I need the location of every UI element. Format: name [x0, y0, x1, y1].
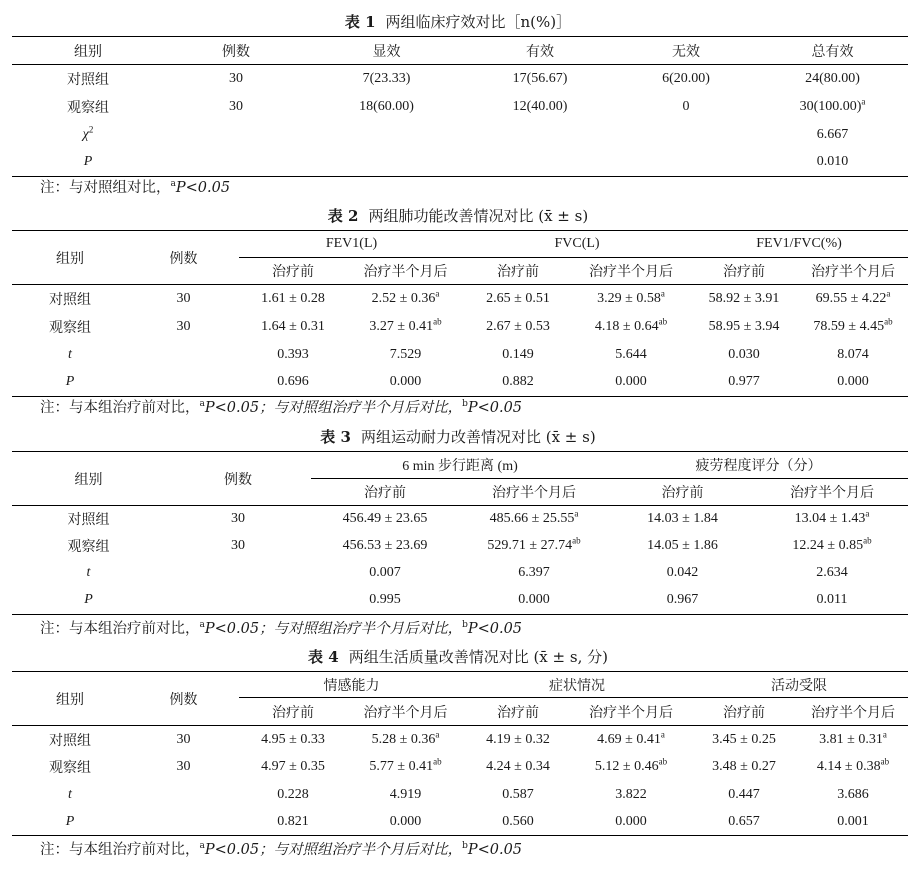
table2-subheader: 治疗半个月后: [589, 265, 674, 280]
table1-header: 无效: [672, 44, 700, 60]
table-cell: 0.696: [277, 374, 309, 390]
table-row: [12, 754, 908, 781]
table-cell-value: 5.77 ± 0.41: [369, 759, 434, 774]
table4-subheader: 治疗前: [723, 705, 765, 721]
table-cell: 30: [176, 318, 191, 334]
table-cell: 0.821: [277, 813, 309, 829]
table4-group-header: 活动受限: [690, 672, 908, 698]
table2-group-header: FEV1/FVC(%): [690, 231, 908, 258]
superscript: a: [882, 729, 887, 740]
table-cell: 0.967: [666, 592, 699, 608]
table2-subheader: 治疗半个月后: [363, 265, 448, 280]
table-cell: 12(40.00): [512, 98, 568, 114]
table-cell: 8.074: [837, 346, 869, 362]
table-cell: 3.822: [615, 786, 647, 802]
table-cell: 30: [176, 290, 191, 306]
superscript: a: [865, 508, 870, 519]
table2-header: 组别: [12, 231, 128, 285]
table-cell: 观察组: [67, 540, 110, 555]
superscript: a: [660, 729, 665, 740]
table1-number: 表 1: [344, 13, 376, 31]
superscript: a: [574, 508, 579, 519]
t-value-row: [12, 341, 908, 369]
table-cell-value: 4.69 ± 0.41: [597, 731, 661, 747]
table3-header: 例数: [165, 452, 311, 506]
table-cell: 30: [176, 731, 191, 747]
table-cell: 0.882: [502, 374, 534, 390]
note-text: P<0.05；与对照组治疗半个月后对比，: [204, 400, 463, 416]
table-cell-value: 4.18 ± 0.64: [594, 318, 659, 334]
table-row: [12, 65, 908, 93]
p-label: P: [83, 154, 93, 170]
note-text: 注：与本组治疗前对比，: [40, 621, 200, 637]
note-text: P<0.05: [467, 842, 523, 858]
note-text: 注：与本组治疗前对比，: [40, 842, 200, 858]
table4-caption: [0, 647, 916, 667]
table-cell: [798, 726, 908, 754]
table-cell: [572, 313, 690, 341]
table-cell: 0.657: [728, 813, 760, 829]
table2-subheader: 治疗前: [723, 265, 766, 280]
table2-subheader: 治疗前: [272, 265, 314, 280]
table3-group-header: 6 min 步行距离 (m): [311, 452, 609, 479]
table-cell-value: 30(100.00): [799, 98, 862, 114]
superscript: a: [861, 95, 866, 106]
table2-header: 例数: [128, 231, 239, 285]
note-text: P<0.05；与对照组治疗半个月后对比，: [204, 621, 463, 637]
table-cell: [347, 754, 464, 781]
table4-note: [40, 840, 522, 860]
table-cell: 3.48 ± 0.27: [712, 759, 776, 774]
table4: [12, 671, 908, 836]
table-cell: 0.000: [615, 813, 647, 829]
table-cell: 456.53 ± 23.69: [342, 538, 428, 553]
superscript: a: [199, 620, 205, 631]
superscript: b: [462, 399, 468, 410]
table-cell: 0.000: [837, 374, 869, 390]
p-label: P: [65, 374, 75, 390]
table-row: [12, 313, 908, 341]
table-cell: [756, 506, 908, 533]
table4-subheader: 治疗前: [272, 705, 314, 721]
table-cell: [347, 313, 464, 341]
table3-title: 两组运动耐力改善情况对比 (x̄ ± s): [360, 428, 596, 446]
table-cell: 24(80.00): [805, 70, 860, 86]
table-cell: 456.49 ± 23.65: [342, 511, 428, 527]
table-cell: 4.97 ± 0.35: [261, 759, 325, 774]
chi-label: [12, 121, 164, 149]
table2-caption: [0, 206, 916, 226]
chi-symbol: χ: [82, 126, 89, 142]
table-cell: 58.92 ± 3.91: [708, 290, 780, 306]
t-label: t: [86, 565, 91, 580]
table-cell-value: 4.14 ± 0.38: [816, 759, 881, 774]
table-cell: 2.67 ± 0.53: [486, 318, 550, 334]
table2-header-row: [12, 231, 908, 258]
note-text: 注：与本组治疗前对比，: [40, 400, 200, 416]
table-row: [12, 506, 908, 533]
table2-title: 两组肺功能改善情况对比 (x̄ ± s): [368, 207, 589, 225]
table1-header: 有效: [526, 44, 554, 60]
table2: [12, 230, 908, 397]
superscript: a: [199, 399, 205, 410]
note-text: P<0.05: [467, 621, 523, 637]
table-cell: 0.228: [277, 786, 309, 802]
table-cell: 0.030: [728, 346, 760, 362]
t-value-row: [12, 781, 908, 809]
superscript: a: [199, 841, 205, 852]
table-cell: 对照组: [49, 292, 91, 308]
table2-subheader: 治疗半个月后: [811, 265, 896, 280]
table-cell-value: 3.29 ± 0.58: [597, 290, 661, 306]
table-cell-value: 13.04 ± 1.43: [794, 511, 866, 527]
table-cell: 对照组: [67, 72, 109, 88]
table4-subheader: 治疗半个月后: [811, 705, 895, 721]
table-cell: 观察组: [67, 100, 109, 116]
superscript: ab: [880, 756, 890, 767]
table-cell: 30: [231, 538, 245, 553]
table-cell: 0.587: [502, 786, 534, 802]
table-cell: [572, 726, 690, 754]
table-cell: [798, 313, 908, 341]
table-cell: [459, 533, 609, 560]
table-cell: 1.64 ± 0.31: [261, 318, 325, 334]
table-cell: 14.03 ± 1.84: [647, 511, 718, 527]
table-cell-value: 2.52 ± 0.36: [371, 290, 436, 306]
table-cell: 18(60.00): [359, 98, 414, 114]
superscript: a: [886, 288, 891, 299]
table-cell: 0.042: [666, 565, 699, 580]
table-cell: [347, 285, 464, 313]
note-text: P<0.05；与对照组治疗半个月后对比，: [204, 842, 463, 858]
p-value-row: [12, 809, 908, 836]
table3: [12, 451, 908, 615]
table-cell: 14.05 ± 1.86: [647, 538, 718, 553]
table-cell: 2.634: [816, 565, 848, 580]
superscript: a: [435, 288, 440, 299]
table-cell-value: 3.81 ± 0.31: [819, 731, 883, 747]
table-cell: 0.000: [389, 374, 422, 390]
table4-group-header: 症状情况: [464, 672, 690, 698]
table-cell: 6(20.00): [662, 70, 710, 86]
table-cell-value: 5.12 ± 0.46: [594, 759, 659, 774]
table2-group-header: FEV1(L): [239, 231, 464, 258]
table3-group-header: 疲劳程度评分（分）: [609, 452, 908, 479]
table1-title: 两组临床疗效对比［n(%)］: [385, 13, 572, 31]
note-text: P<0.05: [175, 180, 231, 196]
table2-group-header: FVC(L): [464, 231, 690, 258]
table1-header: 例数: [222, 44, 250, 60]
p-value-row: [12, 587, 908, 615]
table-cell-value: 5.28 ± 0.36: [371, 731, 436, 747]
table-cell: 4.919: [389, 786, 422, 802]
table3-caption: [0, 427, 916, 447]
superscript: b: [462, 620, 468, 631]
superscript: a: [435, 729, 440, 740]
table-cell: [756, 533, 908, 560]
table-cell: 0.447: [728, 786, 760, 802]
table4-header: 例数: [128, 672, 239, 726]
superscript: ab: [863, 535, 872, 546]
table-cell: 对照组: [49, 733, 91, 749]
p-value-row: [12, 369, 908, 397]
table4-header-row: [12, 672, 908, 698]
table-cell: 0.000: [615, 374, 647, 390]
table2-subheader: 治疗前: [497, 265, 540, 280]
superscript: b: [462, 841, 468, 852]
t-label: t: [68, 786, 72, 802]
note-text: P<0.05: [467, 400, 523, 416]
table-cell: 5.644: [615, 346, 647, 362]
superscript: ab: [884, 315, 893, 326]
table4-subheader: 治疗半个月后: [589, 705, 673, 721]
table-cell: 0.001: [837, 813, 869, 829]
t-label: t: [68, 346, 72, 362]
table1-header-row: [12, 37, 908, 65]
table-row: [12, 285, 908, 313]
table-cell: 17(56.67): [512, 70, 568, 86]
table2-note: [40, 398, 522, 418]
table-cell: [459, 506, 609, 533]
table1-header: 总有效: [811, 44, 854, 60]
superscript: ab: [433, 315, 442, 326]
table-cell-value: 485.66 ± 25.55: [489, 511, 575, 527]
table-cell: 0.000: [389, 813, 422, 829]
table-cell: 0.393: [277, 346, 309, 362]
table-cell: [572, 754, 690, 781]
table-cell: [757, 93, 908, 121]
table-cell: [798, 754, 908, 781]
table-cell: 1.61 ± 0.28: [261, 290, 325, 306]
p-label: P: [65, 813, 75, 829]
table-cell-value: 69.55 ± 4.22: [815, 290, 887, 306]
table-cell-value: 529.71 ± 27.74: [487, 538, 573, 553]
table-cell-value: 78.59 ± 4.45: [813, 318, 885, 334]
table4-group-header: 情感能力: [239, 672, 464, 698]
table-cell: 30: [229, 70, 243, 86]
table4-title: 两组生活质量改善情况对比 (x̄ ± s, 分): [348, 648, 608, 666]
table3-number: 表 3: [320, 428, 351, 446]
table-cell: 2.65 ± 0.51: [486, 290, 550, 306]
table3-subheader: 治疗前: [661, 486, 704, 501]
table-cell: [347, 726, 464, 754]
superscript: ab: [658, 315, 668, 326]
table-cell-value: 12.24 ± 0.85: [792, 538, 864, 553]
table-cell: 0.011: [816, 592, 848, 608]
chi-square-row: [12, 121, 908, 149]
table-cell: [572, 285, 690, 313]
table3-note: [40, 619, 522, 639]
table-cell: [798, 285, 908, 313]
table-cell: 6.397: [518, 565, 550, 580]
table-cell: 0.007: [369, 565, 401, 580]
table-cell: 4.95 ± 0.33: [261, 731, 325, 747]
superscript: ab: [658, 756, 668, 767]
table-cell: 0.010: [816, 154, 849, 170]
table-cell: 4.19 ± 0.32: [486, 731, 550, 747]
table-cell: 30: [231, 511, 245, 527]
superscript: ab: [572, 535, 581, 546]
table1-header: 组别: [74, 44, 102, 60]
table3-subheader: 治疗半个月后: [492, 486, 576, 501]
table2-number: 表 2: [327, 207, 359, 225]
table-cell: 3.45 ± 0.25: [712, 731, 776, 747]
table-cell: 0.560: [502, 813, 534, 829]
table-cell: 30: [176, 759, 191, 774]
note-text: 注：与对照组对比，: [40, 180, 171, 196]
p-value-row: [12, 149, 908, 177]
table1-caption: [0, 12, 916, 32]
table-cell: 58.95 ± 3.94: [708, 318, 780, 334]
p-label: P: [84, 592, 93, 608]
superscript: a: [170, 179, 176, 190]
table-cell: 对照组: [67, 513, 110, 529]
table-cell: 观察组: [49, 761, 91, 776]
table1: [12, 36, 908, 177]
table1-header: 显效: [372, 44, 401, 60]
table4-header: 组别: [12, 672, 128, 726]
table3-subheader: 治疗半个月后: [790, 486, 874, 501]
table-cell: 4.24 ± 0.34: [486, 759, 550, 774]
table-cell: 7.529: [389, 346, 422, 362]
t-value-row: [12, 560, 908, 587]
table-cell: 6.667: [816, 126, 849, 142]
table-row: [12, 93, 908, 121]
table-cell: 0.977: [728, 374, 760, 390]
table3-header-row: [12, 452, 908, 479]
table1-note: [40, 178, 230, 198]
table-row: [12, 726, 908, 754]
table-cell-value: 3.27 ± 0.41: [369, 318, 434, 334]
table4-subheader: 治疗前: [497, 705, 539, 721]
superscript: a: [660, 288, 665, 299]
table3-header: 组别: [12, 452, 165, 506]
table-row: [12, 533, 908, 560]
superscript: 2: [88, 123, 94, 134]
table-cell: 30: [229, 98, 243, 114]
table-cell: 7(23.33): [362, 70, 411, 86]
table3-subheader: 治疗前: [364, 486, 406, 501]
table-cell: 3.686: [837, 786, 869, 802]
superscript: ab: [433, 756, 442, 767]
table-cell: 观察组: [49, 320, 91, 336]
table-cell: 0.995: [369, 592, 401, 608]
table-cell: 0.000: [518, 592, 550, 608]
table4-subheader: 治疗半个月后: [363, 705, 448, 721]
table-cell: 0.149: [502, 346, 534, 362]
table4-number: 表 4: [308, 648, 339, 666]
table-cell: 0: [682, 98, 690, 114]
